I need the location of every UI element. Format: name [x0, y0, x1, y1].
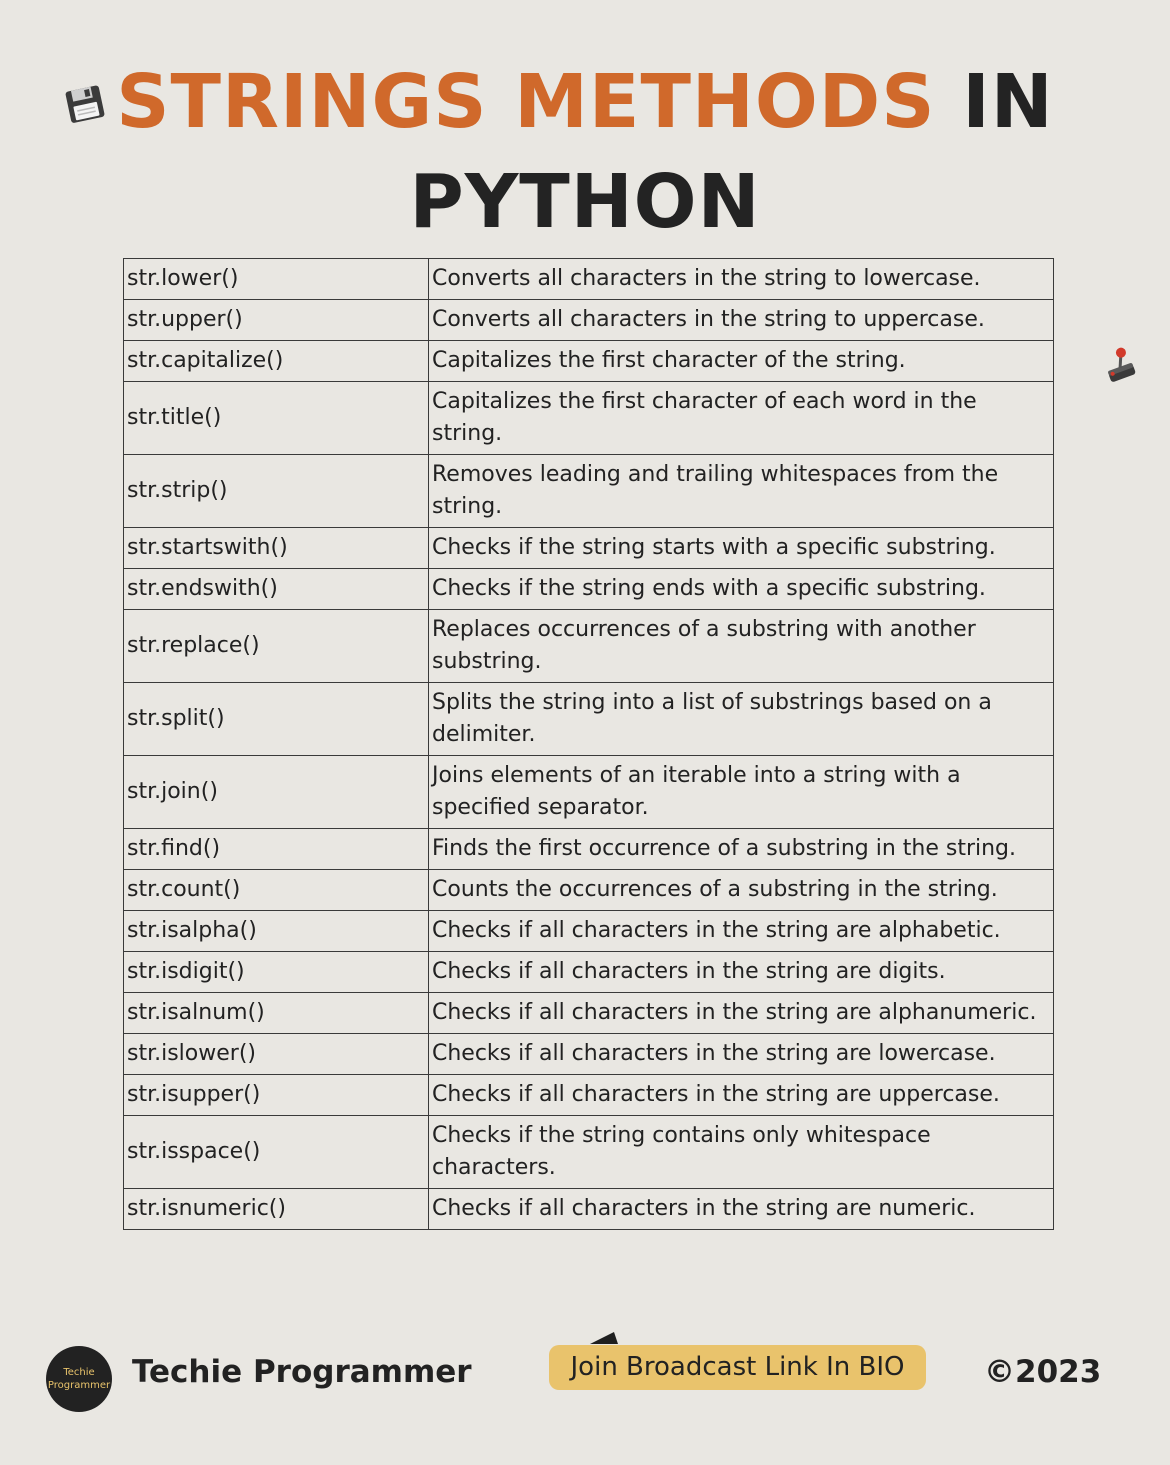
method-description-cell: Checks if the string starts with a specific substring.	[429, 528, 1054, 569]
method-name-cell: str.count()	[124, 870, 429, 911]
logo-text-line-2: Programmer	[47, 1380, 111, 1391]
method-description-cell: Splits the string into a list of substrings based on a delimiter.	[429, 683, 1054, 756]
table-row	[124, 528, 1054, 569]
logo-text-line-1: Techie	[63, 1367, 95, 1378]
method-description-cell: Checks if all characters in the string are uppercase.	[429, 1075, 1054, 1116]
table-row	[124, 1075, 1054, 1116]
table-row	[124, 756, 1054, 829]
joystick-icon	[1104, 346, 1142, 384]
method-name-cell: str.isnumeric()	[124, 1189, 429, 1230]
method-description-cell: Checks if all characters in the string are lowercase.	[429, 1034, 1054, 1075]
methods-table	[123, 258, 1054, 1230]
method-description-cell: Converts all characters in the string to uppercase.	[429, 300, 1054, 341]
method-name-cell: str.startswith()	[124, 528, 429, 569]
method-name-cell: str.capitalize()	[124, 341, 429, 382]
method-description-cell: Checks if all characters in the string are numeric.	[429, 1189, 1054, 1230]
method-name-cell: str.isalpha()	[124, 911, 429, 952]
method-name-cell: str.isalnum()	[124, 993, 429, 1034]
method-description-cell: Joins elements of an iterable into a string with a specified separator.	[429, 756, 1054, 829]
method-description-cell: Capitalizes the first character of each word in the string.	[429, 382, 1054, 455]
table-row	[124, 870, 1054, 911]
methods-table-body	[124, 259, 1054, 1230]
table-row	[124, 993, 1054, 1034]
method-description-cell: Checks if the string ends with a specific substring.	[429, 569, 1054, 610]
method-description-cell: Capitalizes the first character of the string.	[429, 341, 1054, 382]
table-row	[124, 610, 1054, 683]
method-name-cell: str.split()	[124, 683, 429, 756]
method-name-cell: str.isspace()	[124, 1116, 429, 1189]
table-row	[124, 952, 1054, 993]
table-row	[124, 1189, 1054, 1230]
method-name-cell: str.endswith()	[124, 569, 429, 610]
table-row	[124, 1116, 1054, 1189]
title-line-1	[0, 52, 1170, 152]
method-description-cell: Checks if all characters in the string are alphanumeric.	[429, 993, 1054, 1034]
method-name-cell: str.strip()	[124, 455, 429, 528]
method-description-cell: Checks if all characters in the string are alphabetic.	[429, 911, 1054, 952]
method-description-cell: Finds the first occurrence of a substring in the string.	[429, 829, 1054, 870]
method-description-cell: Counts the occurrences of a substring in the string.	[429, 870, 1054, 911]
method-name-cell: str.lower()	[124, 259, 429, 300]
method-name-cell: str.islower()	[124, 1034, 429, 1075]
method-name-cell: str.title()	[124, 382, 429, 455]
copyright-text: ©2023	[984, 1354, 1102, 1390]
table-row	[124, 341, 1054, 382]
method-description-cell: Checks if the string contains only whitespace characters.	[429, 1116, 1054, 1189]
method-name-cell: str.join()	[124, 756, 429, 829]
method-name-cell: str.isdigit()	[124, 952, 429, 993]
method-description-cell: Checks if all characters in the string are digits.	[429, 952, 1054, 993]
method-description-cell: Replaces occurrences of a substring with another substring.	[429, 610, 1054, 683]
title-dark-text: IN	[962, 59, 1054, 145]
method-description-cell: Removes leading and trailing whitespaces from the string.	[429, 455, 1054, 528]
method-name-cell: str.upper()	[124, 300, 429, 341]
join-broadcast-button[interactable]: Join Broadcast Link In BIO	[549, 1345, 926, 1390]
method-name-cell: str.replace()	[124, 610, 429, 683]
table-row	[124, 911, 1054, 952]
brand-name: Techie Programmer	[132, 1354, 472, 1390]
table-row	[124, 569, 1054, 610]
table-row	[124, 1034, 1054, 1075]
table-row	[124, 382, 1054, 455]
method-name-cell: str.isupper()	[124, 1075, 429, 1116]
title-line-2: PYTHON	[409, 159, 761, 245]
method-description-cell: Converts all characters in the string to lowercase.	[429, 259, 1054, 300]
table-row	[124, 300, 1054, 341]
page-title	[0, 52, 1170, 252]
brand-logo	[46, 1346, 112, 1412]
table-row	[124, 259, 1054, 300]
table-row	[124, 455, 1054, 528]
title-accent-text: STRINGS METHODS	[116, 59, 936, 145]
method-name-cell: str.find()	[124, 829, 429, 870]
table-row	[124, 829, 1054, 870]
table-row	[124, 683, 1054, 756]
